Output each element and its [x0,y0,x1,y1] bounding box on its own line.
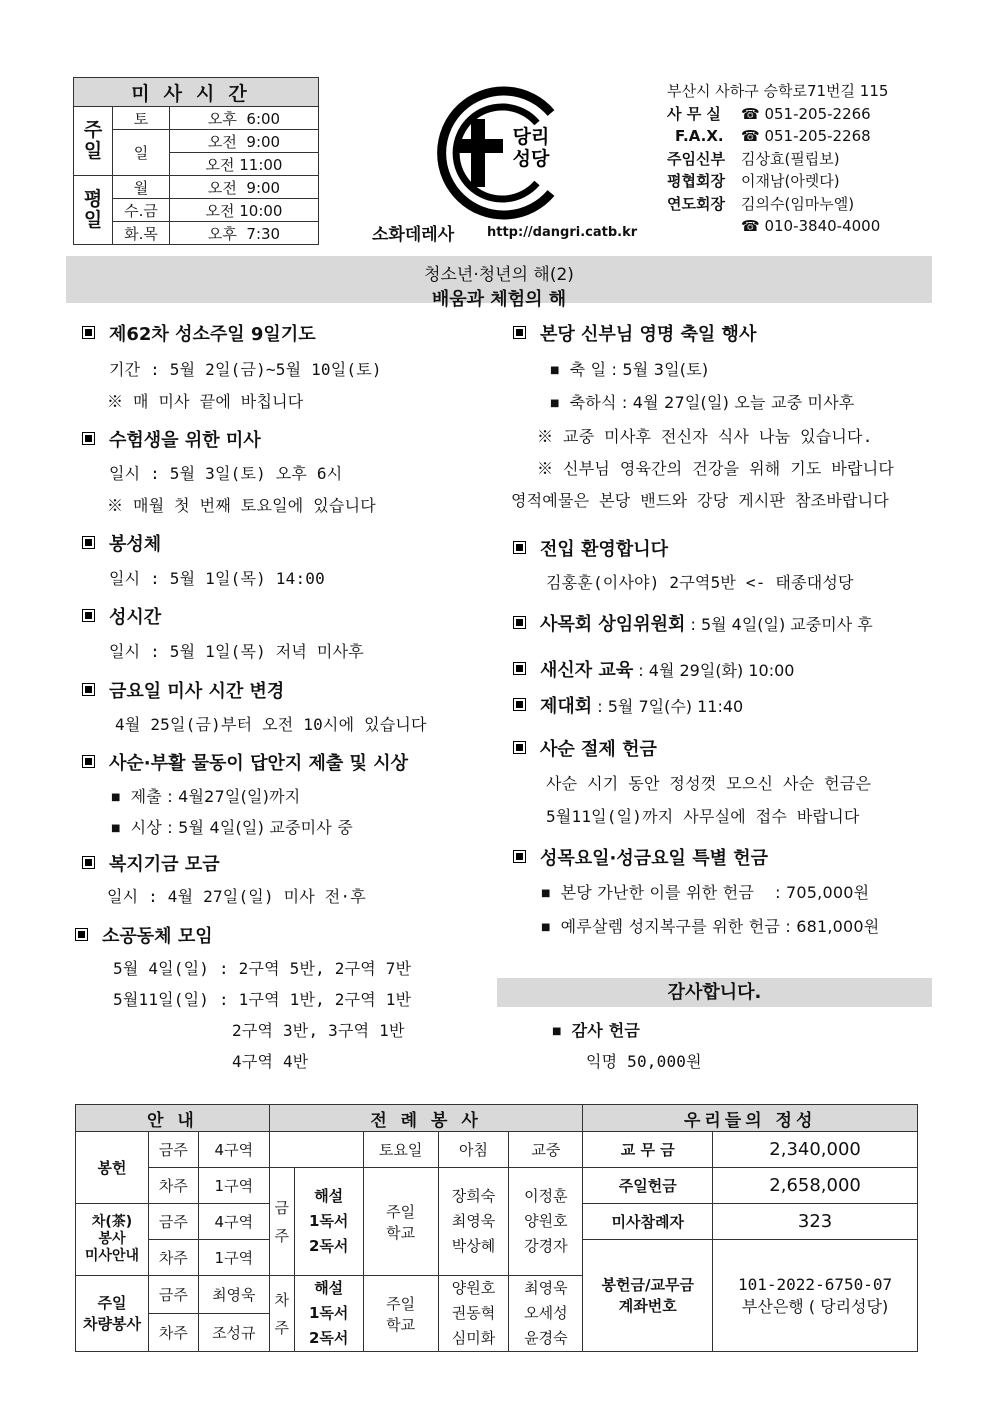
notice-title: 본당 신부님 영명 축일 행사 [513,320,756,346]
attendance-value: 323 [713,1204,918,1240]
square-bullet-icon [513,850,526,863]
notice-bullet: ■ 축 일 : 5월 3일(토) [550,357,708,380]
notice-text: 일시 : 5월 3일(토) 오후 6시 [109,464,343,483]
notice-title: 사순·부활 물동이 답안지 제출 및 시상 [82,749,408,775]
notice-bullet: ■ 본당 가난한 이를 위한 헌금 : 705,000원 [541,880,869,903]
liturgy-header: 전 례 봉 사 [269,1105,583,1132]
notice-bullet: ■ 제출 : 4월27일(일)까지 [111,784,300,807]
this-week-label: 금주 [148,1204,198,1240]
account-info: 101-2022-6750-07 부산은행 ( 당리성당) [713,1240,918,1352]
notice-bullet: ■ 예루살렘 성지복구를 위한 헌금 : 681,000원 [541,914,879,937]
parking-service-label: 주일 차량봉사 [76,1276,149,1352]
thanks-banner: 감사합니다. [497,978,932,1007]
mass-time: 오전 9:00 [170,130,319,153]
guide-value: 조성규 [198,1314,269,1352]
notice-title: 성목요일·성금요일 특별 헌금 [513,844,768,870]
notice-text: 5월11일(일)까지 사무실에 접수 바랍니다 [546,807,860,826]
bongheon-label: 봉헌 [76,1132,149,1204]
notice-title: 봉성체 [82,530,161,556]
guide-header: 안 내 [76,1105,270,1132]
council-label: 평협회장 [667,172,725,190]
square-bullet-icon [513,326,526,339]
sunday-school: 주일 학교 [363,1276,438,1352]
parish-logo [433,83,573,223]
mass-time: 오전 9:00 [170,176,319,199]
office-phone: ☎ 051-205-2266 [741,104,871,123]
notice-title: 수험생을 위한 미사 [82,426,261,452]
square-bullet-icon [82,536,95,549]
square-bullet-icon [513,662,526,675]
bottom-table [75,1104,918,1352]
address: 부산시 사하구 승학로71번길 115 [667,82,889,100]
logo-text-2: 성당 [512,148,550,170]
notice-text: 4월 25일(금)부터 오전 10시에 있습니다 [115,715,427,734]
square-bullet-icon [513,541,526,554]
notice-title: 복지기금 모금 [82,850,220,876]
notice-text: ※ 매 미사 끝에 바칩니다 [107,392,304,411]
sunday-offering-label: 주일헌금 [583,1168,713,1204]
square-bullet-icon [82,755,95,768]
council-name: 이재남(아렛다) [741,172,840,190]
col-saturday: 토요일 [363,1132,438,1168]
notice-title: 제대회 : 5월 7일(수) 11:40 [513,692,743,718]
kyomu-value: 2,340,000 [713,1132,918,1168]
notice-text: 김홍훈(이사야) 2구역5반 <- 태종대성당 [546,573,854,592]
kyomu-label: 교 무 금 [583,1132,713,1168]
guide-value: 1구역 [198,1240,269,1276]
theme-banner [66,256,932,310]
next-week-label: 차주 [148,1240,198,1276]
sunday-label: 주 일 [74,107,113,176]
square-bullet-icon [82,683,95,696]
office-label: 사 무 실 [667,104,721,123]
mass-time-title: 미사시간 [74,78,319,107]
notice-text: 일시 : 4월 27일(일) 미사 전·후 [107,887,366,906]
notice-title: 성시간 [82,603,161,629]
priest-label: 주임신부 [667,149,725,168]
notice-text: 기간 : 5월 2일(금)~5월 10일(토) [109,360,382,379]
col-main: 교중 [509,1132,583,1168]
notice-title: 금요일 미사 시간 변경 [82,677,284,703]
main-servers: 이정훈 양원호 강경자 [509,1168,583,1276]
notice-text: ※ 매월 첫 번째 토요일에 있습니다 [107,496,376,515]
guide-value: 4구역 [198,1204,269,1240]
notice-bullet: ■ 시상 : 5월 4일(일) 교중미사 중 [111,815,353,838]
notice-text: 5월11일(일) : 1구역 1반, 2구역 1반 [113,990,412,1009]
attendance-label: 미사참례자 [583,1204,713,1240]
thanks-title: ■ 감사 헌금 [552,1018,640,1041]
notice-title: 새신자 교육 : 4월 29일(화) 10:00 [513,656,794,682]
next-week-label: 차주 [148,1168,198,1204]
parish-url[interactable]: http://dangri.catb.kr [487,225,638,240]
sunday-school: 주일 학교 [363,1168,438,1276]
square-bullet-icon [513,698,526,711]
next-week-label: 차주 [148,1314,198,1352]
tea-service-label: 차(茶) 봉사 미사안내 [76,1204,149,1276]
morning-servers: 장희숙 최영욱 박상혜 [438,1168,509,1276]
notice-text: 영적예물은 본당 밴드와 강당 게시판 참조바랍니다 [511,491,889,510]
this-week-label: 금주 [148,1132,198,1168]
fax-phone: ☎ 051-205-2268 [741,127,871,145]
notice-text: ※ 신부님 영육간의 건강을 위해 기도 바랍니다 [537,459,895,478]
mass-day: 수.금 [113,199,170,222]
square-bullet-icon [82,856,95,869]
parish-info [667,80,888,238]
square-bullet-icon [513,616,526,629]
yeondo-label: 연도회장 [667,194,725,213]
notice-bullet: ■ 축하식 : 4월 27일(일) 오늘 교중 미사후 [550,390,855,413]
mass-day: 토 [113,107,170,130]
square-bullet-icon [82,326,95,339]
notice-text: 2구역 3반, 3구역 1반 [232,1021,405,1040]
patron-name: 소화데레사 [372,225,455,245]
notice-title: 사순 절제 헌금 [513,735,657,761]
square-bullet-icon [513,741,526,754]
morning-servers: 양원호 권동혁 심미화 [438,1276,509,1352]
next-week-liturgy-label: 차 주 [269,1276,294,1352]
square-bullet-icon [82,432,95,445]
notice-text: 5월 4일(일) : 2구역 5반, 2구역 7반 [113,959,412,978]
mass-time: 오후 7:30 [170,222,319,245]
notice-text: 일시 : 5월 1일(목) 저녁 미사후 [109,642,364,661]
liturgy-roles: 해설 1독서 2독서 [294,1276,363,1352]
theme-line-1: 청소년·청년의 해(2) [424,265,574,285]
this-week-liturgy-label: 금 주 [269,1168,294,1276]
col-morning: 아침 [438,1132,509,1168]
mass-day: 월 [113,176,170,199]
notice-title: 사목회 상임위원회 : 5월 4일(일) 교중미사 후 [513,610,873,636]
fax-label: F.A.X. [675,127,724,145]
guide-value: 최영욱 [198,1276,269,1314]
notice-text: 4구역 4반 [232,1052,309,1071]
mass-day: 일 [113,130,170,176]
sunday-offering-value: 2,658,000 [713,1168,918,1204]
mass-time: 오후 6:00 [170,107,319,130]
notice-text: ※ 교중 미사후 전신자 식사 나눔 있습니다. [537,427,873,446]
yeondo-name: 김의수(임마누엘) [741,194,855,213]
this-week-label: 금주 [148,1276,198,1314]
square-bullet-icon [82,609,95,622]
mass-time: 오전 10:00 [170,199,319,222]
priest-name: 김상효(필립보) [741,149,840,168]
mass-time: 오전 11:00 [170,153,319,176]
thanks-text: 익명 50,000원 [586,1052,702,1071]
square-bullet-icon [75,928,88,941]
mass-day: 화.목 [113,222,170,245]
account-label: 봉헌금/교무금 계좌번호 [583,1240,713,1352]
guide-value: 4구역 [198,1132,269,1168]
yeondo-phone: ☎ 010-3840-4000 [741,217,881,235]
notice-title: 제62차 성소주일 9일기도 [82,320,316,346]
guide-value: 1구역 [198,1168,269,1204]
mass-time-table [73,77,319,245]
notice-text: 일시 : 5월 1일(목) 14:00 [109,569,325,588]
notice-title: 전입 환영합니다 [513,535,668,561]
logo-text-1: 당리 [512,126,550,148]
main-servers: 최영욱 오세성 윤경숙 [509,1276,583,1352]
notice-text: 사순 시기 동안 정성껏 모으신 사순 헌금은 [546,774,872,793]
notice-title: 소공동체 모임 [75,922,213,948]
theme-line-2: 배움과 체험의 해 [431,289,567,310]
offering-header: 우리들의 정성 [583,1105,918,1132]
weekday-label: 평 일 [74,176,113,245]
liturgy-roles: 해설 1독서 2독서 [294,1168,363,1276]
